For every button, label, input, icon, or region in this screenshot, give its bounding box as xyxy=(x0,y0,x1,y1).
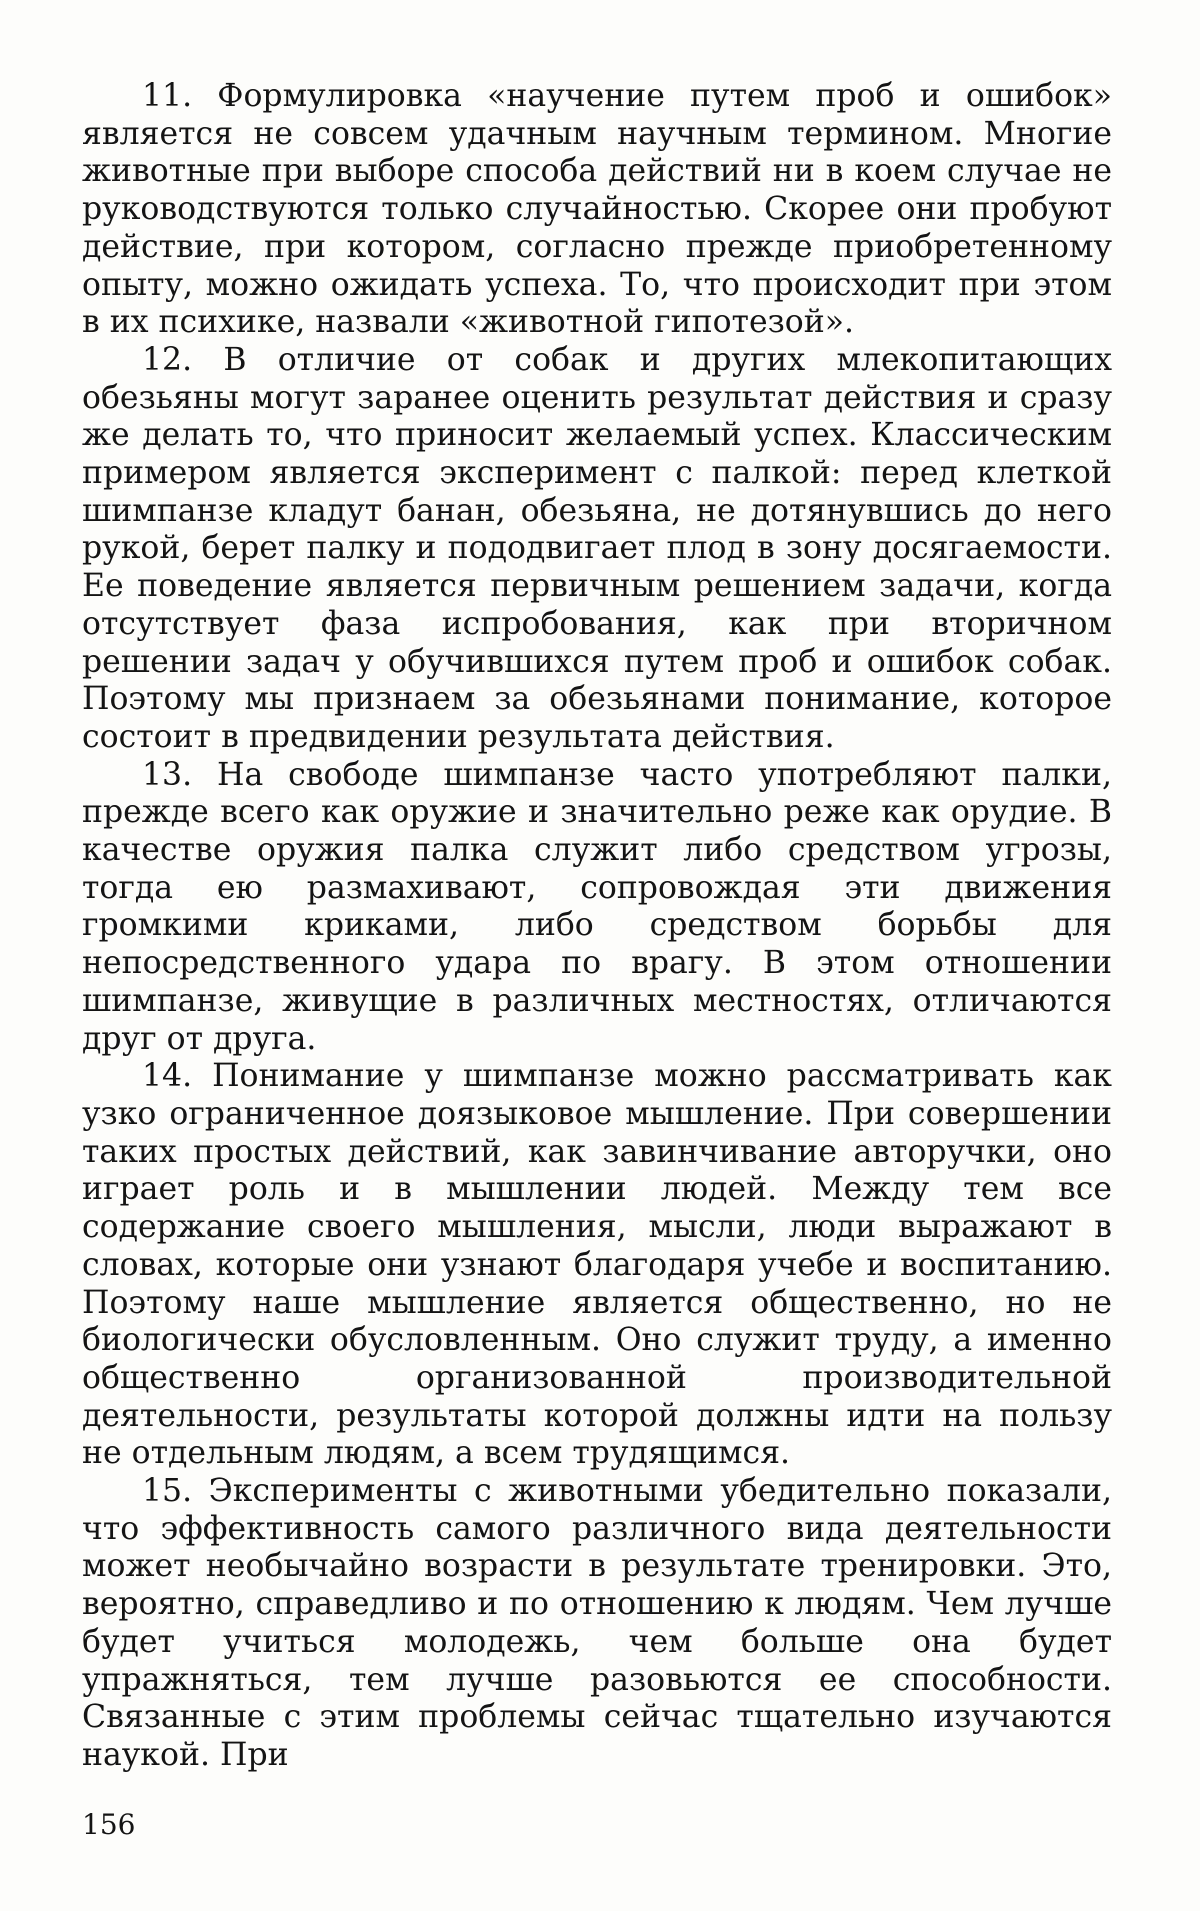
body-text xyxy=(82,78,1112,1775)
paragraph-14: 14. Понимание у шимпанзе можно рассматривать как узко ограниченное доязыковое мышление. При совершении таких простых действий, как завинчивание авторучки, оно играет роль и в мышлении людей. Между тем все содержание своего мышления, мысли, люди выражают в словах, которые они узнают благодаря учебе и воспитанию. Поэтому наше мышление является общественно, но не биологически обусловленным. Оно служит труду, а именно общественно организованной производительной деятельности, результаты которой должны идти на пользу не отдельным людям, а всем трудящимся. xyxy=(82,1058,1112,1472)
paragraph-12: 12. В отличие от собак и других млекопитающих обезьяны могут заранее оценить результат действия и сразу же делать то, что приносит желаемый успех. Классическим примером является эксперимент с палкой: перед клеткой шимпанзе кладут банан, обезьяна, не дотянувшись до него рукой, берет палку и пододвигает плод в зону досягаемости. Ее поведение является первичным решением задачи, когда отсутствует фаза испробования, как при вторичном решении задач у обучившихся путем проб и ошибок собак. Поэтому мы признаем за обезьянами понимание, которое состоит в предвидении результата действия. xyxy=(82,341,1112,755)
page-number: 156 xyxy=(82,1808,136,1841)
paragraph-11: 11. Формулировка «научение путем проб и ошибок» является не совсем удачным научным термином. Многие животные при выборе способа действий ни в коем случае не руководствуются только случайностью. Скорее они пробуют действие, при котором, согласно прежде приобретенному опыту, можно ожидать успеха. То, что происходит при этом в их психике, назвали «животной гипотезой». xyxy=(82,78,1112,341)
paragraph-15: 15. Эксперименты с животными убедительно показали, что эффективность самого различного вида деятельности может необычайно возрасти в результате тренировки. Это, вероятно, справедливо и по отношению к людям. Чем лучше будет учиться молодежь, чем больше она будет упражняться, тем лучше разовьются ее способности. Связанные с этим проблемы сейчас тщательно изучаются наукой. При xyxy=(82,1473,1112,1773)
paragraph-13: 13. На свободе шимпанзе часто употребляют палки, прежде всего как оружие и значительно реже как орудие. В качестве оружия палка служит либо средством угрозы, тогда ею размахивают, сопровождая эти движения громкими криками, либо средством борьбы для непосредственного удара по врагу. В этом отношении шимпанзе, живущие в различных местностях, отличаются друг от друга. xyxy=(82,756,1112,1057)
